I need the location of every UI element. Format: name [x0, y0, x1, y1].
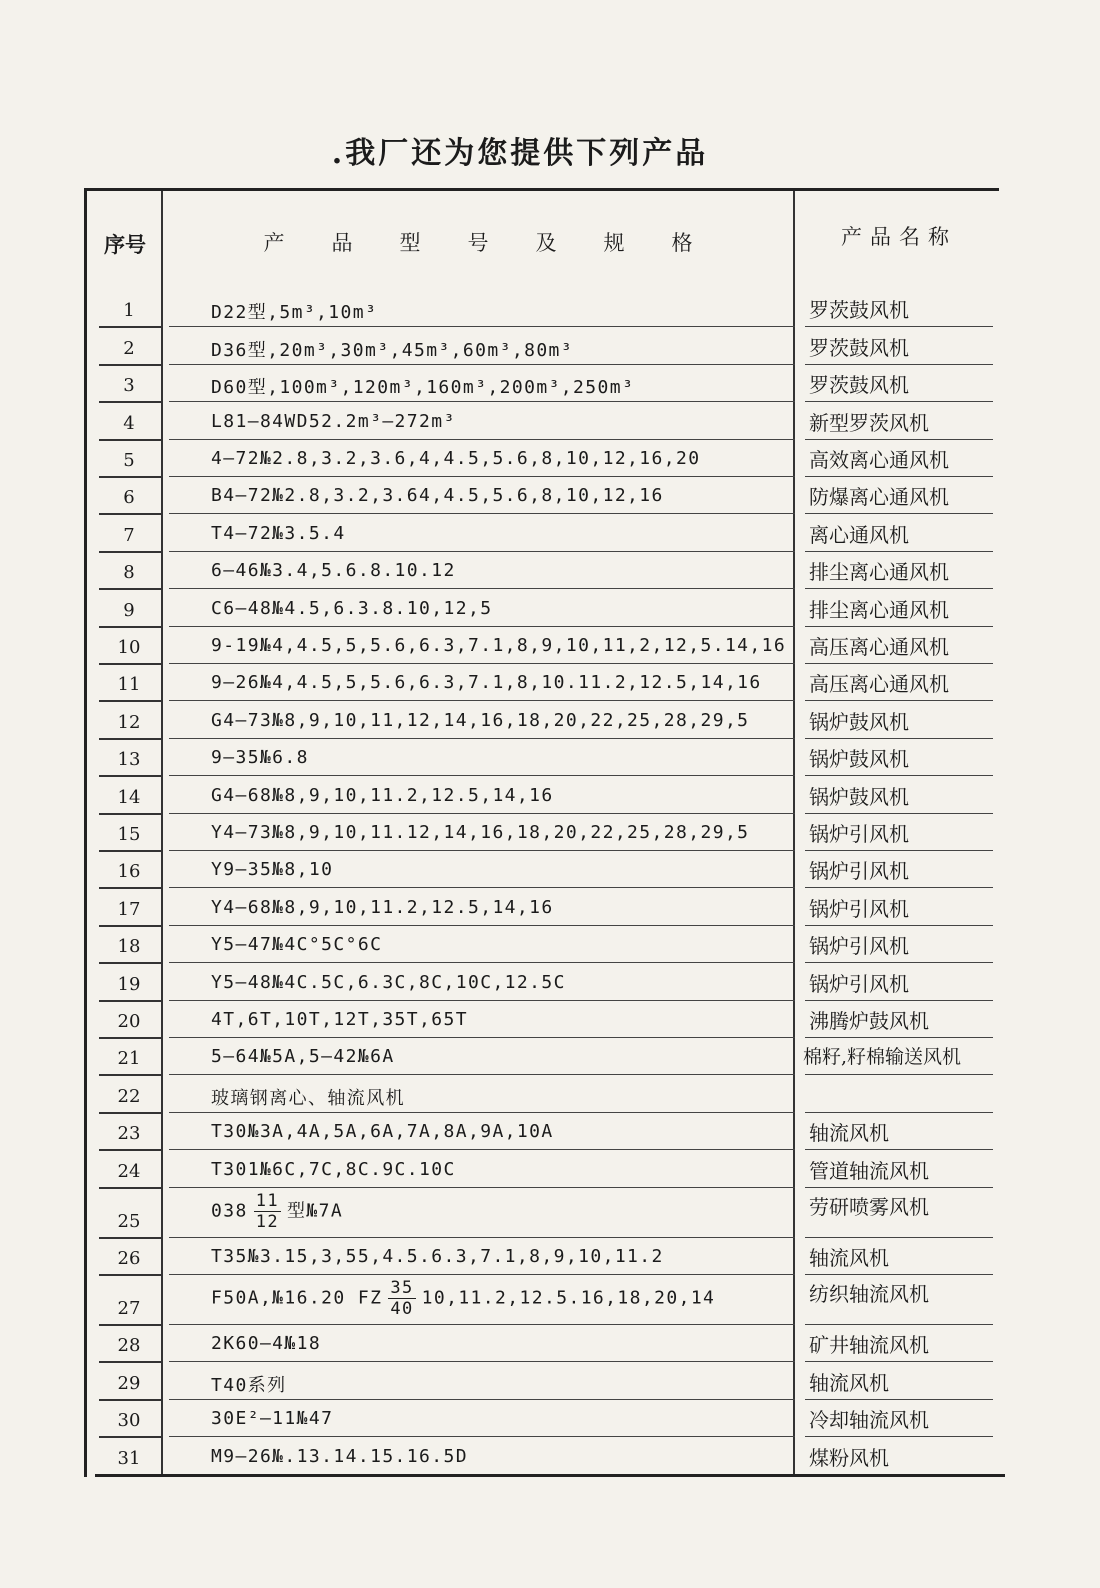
row-spec: T35№3.15,3,55,4.5.6.3,7.1,8,9,10,11.2 — [211, 1245, 664, 1267]
row-rule — [169, 1324, 795, 1325]
row-rule — [169, 1399, 795, 1400]
row-number: 6 — [123, 487, 135, 509]
spec-fraction — [254, 1191, 281, 1232]
row-number: 25 — [117, 1210, 141, 1232]
row-rule — [805, 700, 993, 701]
row-number: 12 — [117, 711, 141, 733]
header-spec-char: 号 — [467, 231, 489, 255]
row-spec: Y9—35№8,10 — [211, 859, 334, 881]
row-number: 4 — [123, 412, 135, 434]
row-product-name: 锅炉鼓风机 — [809, 709, 909, 734]
header-serial-number: 序号 — [104, 232, 146, 257]
row-spec — [211, 1278, 715, 1319]
row-rule — [169, 887, 795, 888]
row-number: 14 — [117, 786, 141, 808]
table-row — [87, 665, 1002, 702]
row-product-name: 锅炉引风机 — [809, 934, 909, 959]
row-spec: 6—46№3.4,5.6.8.10.12 — [211, 560, 456, 582]
row-rule — [805, 1399, 993, 1400]
row-number: 31 — [117, 1447, 141, 1469]
row-spec: 9-19№4,4.5,5,5.6,6.3,7.1,8,9,10,11,2,12,5.14,16 — [211, 634, 787, 656]
row-spec: G4—68№8,9,10,11.2,12.5,14,16 — [211, 784, 554, 806]
header-spec — [163, 227, 793, 257]
row-product-name: 离心通风机 — [809, 522, 909, 547]
row-rule — [805, 401, 993, 402]
row-rule — [169, 1149, 795, 1150]
row-rule — [805, 1324, 993, 1325]
row-spec: 30E²—11№47 — [211, 1408, 334, 1430]
row-product-name: 锅炉鼓风机 — [809, 747, 909, 772]
table-row — [87, 441, 1002, 478]
row-rule — [169, 1274, 795, 1275]
table-row — [87, 366, 1002, 403]
table-row — [87, 1076, 1002, 1113]
row-rule — [169, 775, 795, 776]
row-rule — [805, 364, 993, 365]
row-rule — [169, 1000, 795, 1001]
fraction-denominator: 12 — [255, 1211, 279, 1232]
row-spec: Y5—47№4C°5C°6C — [211, 934, 383, 956]
row-spec: T301№6C,7C,8C.9C.10C — [211, 1158, 456, 1180]
row-spec: Y4—73№8,9,10,11.12,14,16,18,20,22,25,28,29,5 — [211, 821, 750, 843]
row-number: 2 — [123, 337, 135, 359]
table-row — [87, 1401, 1002, 1438]
row-product-name: 矿井轴流风机 — [809, 1333, 929, 1358]
row-rule — [805, 1112, 993, 1113]
row-product-name: 轴流风机 — [809, 1245, 889, 1270]
row-rule — [805, 476, 993, 477]
row-spec: Y4—68№8,9,10,11.2,12.5,14,16 — [211, 896, 554, 918]
row-rule — [805, 962, 993, 963]
table-row — [87, 515, 1002, 552]
table-row — [87, 702, 1002, 739]
row-number: 28 — [117, 1335, 141, 1357]
row-rule — [169, 1436, 795, 1437]
row-number: 24 — [117, 1160, 141, 1182]
header-spec-char: 格 — [671, 231, 693, 255]
row-number: 22 — [117, 1085, 141, 1107]
row-number: 19 — [117, 973, 141, 995]
row-number: 11 — [117, 674, 141, 696]
row-rule — [805, 663, 993, 664]
row-product-name: 罗茨鼓风机 — [809, 335, 909, 360]
table-row — [87, 1151, 1002, 1188]
table-row — [87, 291, 1002, 328]
row-rule — [805, 1474, 993, 1475]
row-number: 29 — [117, 1372, 141, 1394]
table-row — [87, 1002, 1002, 1039]
row-product-name: 管道轴流风机 — [809, 1158, 929, 1183]
table-row — [87, 964, 1002, 1001]
row-product-name: 沸腾炉鼓风机 — [809, 1008, 929, 1033]
row-rule — [805, 1274, 993, 1275]
row-product-name: 高效离心通风机 — [809, 447, 949, 472]
row-rule — [169, 476, 795, 477]
row-number: 16 — [117, 861, 141, 883]
row-rule — [169, 439, 795, 440]
row-product-name: 罗茨鼓风机 — [809, 298, 909, 323]
row-product-name: 排尘离心通风机 — [809, 597, 949, 622]
page-title: .我厂还为您提供下列产品 — [331, 136, 709, 171]
row-rule — [169, 1474, 795, 1475]
table-row — [87, 590, 1002, 627]
row-rule — [805, 1436, 993, 1437]
table-row — [87, 1189, 1002, 1239]
row-rule — [805, 551, 993, 552]
row-product-name: 高压离心通风机 — [809, 634, 949, 659]
row-number: 26 — [117, 1247, 141, 1269]
row-rule — [805, 513, 993, 514]
row-rule — [169, 364, 795, 365]
spec-prefix: F50A,№16.20 FZ — [211, 1287, 383, 1309]
table-row — [87, 1239, 1002, 1276]
row-number: 10 — [117, 636, 141, 658]
row-rule — [805, 1000, 993, 1001]
row-spec: 玻璃钢离心、轴流风机 — [211, 1087, 405, 1109]
row-rule — [805, 1074, 993, 1075]
row-rule — [805, 925, 993, 926]
row-product-name: 新型罗茨风机 — [809, 410, 929, 435]
fraction-numerator: 35 — [390, 1278, 414, 1298]
row-rule — [169, 738, 795, 739]
row-product-name: 锅炉鼓风机 — [809, 784, 909, 809]
table-row — [87, 852, 1002, 889]
table-row — [87, 815, 1002, 852]
row-rule — [169, 1074, 795, 1075]
table-row — [87, 328, 1002, 365]
row-spec: D60型,100m³,120m³,160m³,200m³,250m³ — [211, 377, 635, 399]
row-spec — [211, 1191, 343, 1232]
row-rule — [169, 663, 795, 664]
row-rule — [169, 925, 795, 926]
row-rule — [169, 850, 795, 851]
row-product-name: 锅炉引风机 — [809, 896, 909, 921]
row-number: 7 — [123, 524, 135, 546]
table-row — [87, 628, 1002, 665]
table-row — [87, 1276, 1002, 1326]
row-spec: T40系列 — [211, 1374, 287, 1396]
row-number: 27 — [117, 1298, 141, 1319]
row-product-name: 劳研喷雾风机 — [809, 1194, 929, 1219]
header-spec-char: 规 — [603, 231, 625, 255]
row-rule — [805, 1361, 993, 1362]
row-rule — [169, 551, 795, 552]
row-spec: L81—84WD52.2m³—272m³ — [211, 410, 456, 432]
row-number: 30 — [117, 1410, 141, 1432]
spec-suffix: 10,11.2,12.5.16,18,20,14 — [421, 1287, 716, 1309]
row-product-name: 防爆离心通风机 — [809, 485, 949, 510]
header-spec-char: 品 — [331, 231, 353, 255]
row-spec: G4—73№8,9,10,11,12,14,16,18,20,22,25,28,29,5 — [211, 709, 750, 731]
row-spec: 2K60—4№18 — [211, 1333, 322, 1355]
row-rule — [805, 326, 993, 327]
table-row — [87, 1438, 1002, 1475]
row-rule — [169, 1237, 795, 1238]
row-rule — [805, 439, 993, 440]
row-rule — [805, 738, 993, 739]
row-product-name: 锅炉引风机 — [809, 859, 909, 884]
table-row — [87, 403, 1002, 440]
row-product-name: 棉籽,籽棉输送风机 — [803, 1046, 962, 1069]
table-row — [87, 1114, 1002, 1151]
header-spec-char: 产 — [263, 231, 285, 255]
row-number: 21 — [117, 1048, 141, 1070]
header-spec-char: 型 — [399, 231, 421, 255]
row-number: 15 — [117, 823, 141, 845]
table-row — [87, 777, 1002, 814]
row-spec: 5—64№5A,5—42№6A — [211, 1046, 395, 1068]
row-rule — [805, 588, 993, 589]
row-rule — [169, 401, 795, 402]
row-rule — [169, 813, 795, 814]
row-spec: 4T,6T,10T,12T,35T,65T — [211, 1008, 468, 1030]
row-rule — [805, 1187, 993, 1188]
row-rule — [99, 1474, 163, 1476]
table-row — [87, 553, 1002, 590]
row-spec: 9—26№4,4.5,5,5.6,6.3,7.1,8,10.11.2,12.5,14,16 — [211, 672, 762, 694]
row-number: 13 — [117, 749, 141, 771]
row-rule — [169, 1187, 795, 1188]
spec-prefix: 038 — [211, 1200, 248, 1222]
row-spec: T30№3A,4A,5A,6A,7A,8A,9A,10A — [211, 1121, 554, 1143]
row-spec: Y5—48№4C.5C,6.3C,8C,10C,12.5C — [211, 971, 566, 993]
row-rule — [805, 1149, 993, 1150]
row-product-name: 锅炉引风机 — [809, 821, 909, 846]
row-rule — [805, 887, 993, 888]
row-rule — [805, 850, 993, 851]
row-product-name: 排尘离心通风机 — [809, 560, 949, 585]
row-product-name: 锅炉引风机 — [809, 971, 909, 996]
table-row — [87, 927, 1002, 964]
row-spec: C6—48№4.5,6.3.8.10,12,5 — [211, 597, 493, 619]
row-number: 5 — [123, 449, 135, 471]
row-rule — [169, 513, 795, 514]
row-number: 3 — [123, 375, 135, 397]
row-number: 20 — [117, 1010, 141, 1032]
row-rule — [169, 626, 795, 627]
row-rule — [805, 775, 993, 776]
row-spec: 9—35№6.8 — [211, 747, 309, 769]
row-number: 17 — [117, 898, 141, 920]
row-rule — [805, 1237, 993, 1238]
row-product-name: 罗茨鼓风机 — [809, 373, 909, 398]
row-product-name: 轴流风机 — [809, 1121, 889, 1146]
row-product-name: 煤粉风机 — [809, 1445, 889, 1470]
row-number: 8 — [123, 562, 135, 584]
row-rule — [805, 1037, 993, 1038]
spec-fraction — [388, 1278, 415, 1319]
row-rule — [169, 962, 795, 963]
row-spec: T4—72№3.5.4 — [211, 522, 346, 544]
table-row — [87, 889, 1002, 926]
row-product-name: 纺织轴流风机 — [809, 1282, 929, 1306]
row-number: 1 — [123, 300, 135, 322]
table-row — [87, 740, 1002, 777]
row-product-name: 轴流风机 — [809, 1370, 889, 1395]
row-number: 23 — [117, 1123, 141, 1145]
row-spec: D22型,5m³,10m³ — [211, 302, 378, 324]
table-row — [87, 1363, 1002, 1400]
product-table — [84, 188, 999, 1477]
row-number: 9 — [123, 599, 135, 621]
row-rule — [805, 813, 993, 814]
row-rule — [169, 1112, 795, 1113]
row-rule — [805, 626, 993, 627]
row-spec: D36型,20m³,30m³,45m³,60m³,80m³ — [211, 339, 574, 361]
header-spec-char: 及 — [535, 231, 557, 255]
row-rule — [169, 700, 795, 701]
row-rule — [169, 588, 795, 589]
row-spec: M9—26№.13.14.15.16.5D — [211, 1445, 468, 1467]
table-row — [87, 1039, 1002, 1076]
spec-suffix: 型№7A — [287, 1200, 344, 1222]
fraction-numerator: 11 — [255, 1190, 279, 1211]
row-product-name: 高压离心通风机 — [809, 672, 949, 697]
row-product-name: 冷却轴流风机 — [809, 1408, 929, 1433]
fraction-denominator: 40 — [390, 1299, 414, 1319]
row-spec: 4—72№2.8,3.2,3.6,4,4.5,5.6,8,10,12,16,20 — [211, 447, 701, 469]
row-rule — [169, 326, 795, 327]
row-rule — [169, 1037, 795, 1038]
table-row — [87, 1326, 1002, 1363]
row-number: 18 — [117, 936, 141, 958]
table-row — [87, 478, 1002, 515]
header-product-name: 产品名称 — [841, 225, 957, 249]
row-rule — [169, 1361, 795, 1362]
row-spec: B4—72№2.8,3.2,3.64,4.5,5.6,8,10,12,16 — [211, 485, 664, 507]
